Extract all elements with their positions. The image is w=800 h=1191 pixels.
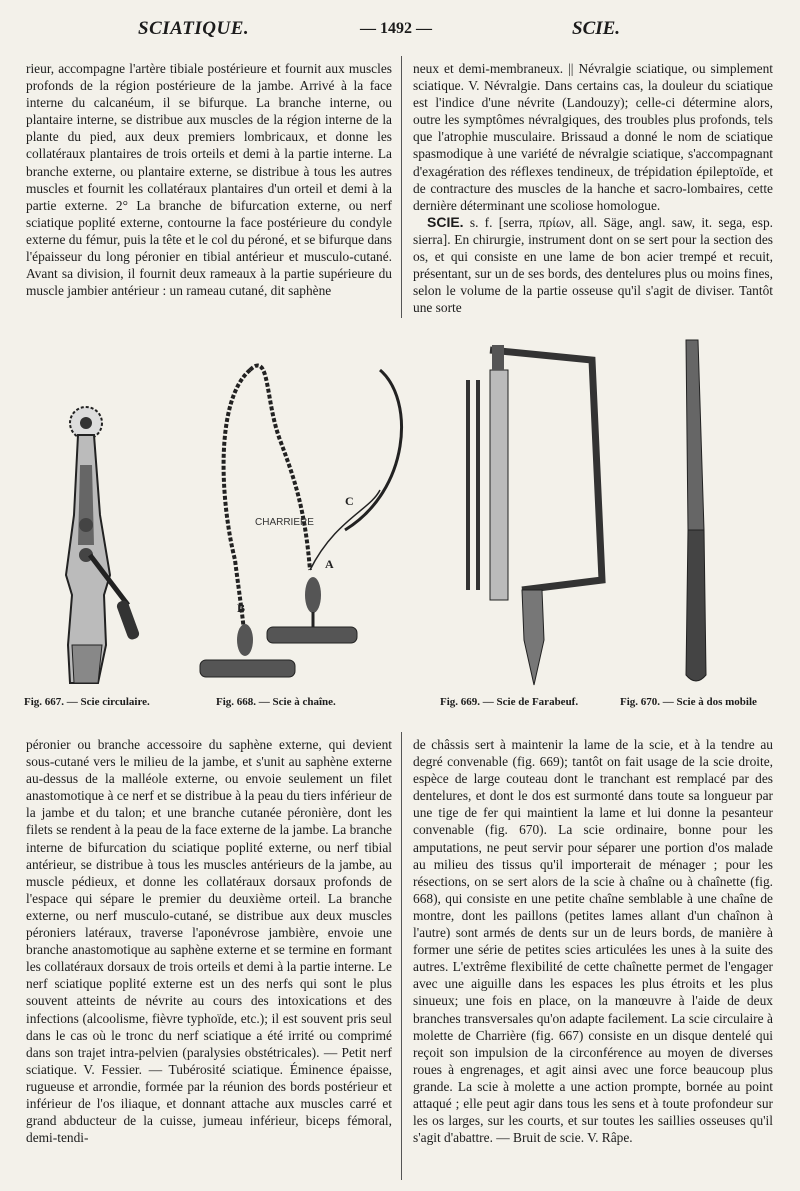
caption-fig668: Fig. 668. — Scie à chaîne. [216, 696, 336, 708]
caption-fig667: Fig. 667. — Scie circulaire. [24, 696, 150, 708]
column-2-top [413, 60, 773, 318]
column-2-bottom [413, 736, 773, 1176]
header-right-word: SCIE. [572, 18, 621, 39]
engraving-text: CHARRIERE [255, 517, 314, 528]
entry-headword: SCIE. [427, 213, 464, 230]
fig667-illustration [40, 405, 160, 690]
paragraph: neux et demi-membraneux. || Névralgie sciatique, ou simplement sciatique. V. Névralgie. Dans certains cas, la douleur du sciatique est l'indice d'une névrite (Landouzy); celle-ci détermine alors, outre les symptômes névralgiques, des troubles plus profonds, tels que l'atrophie musculaire. Brissaud a donné le nom de sciatique spasmodique à une variété de névralgie sciatique, s'accompagnant d'exagération des réflexes tendineux, de trépidation épileptoïde, et de contracture des muscles de la hanche et sacro-lombaires, cette dernière déterminant une scoliose homologue. [413, 61, 773, 213]
paragraph: de châssis sert à maintenir la lame de la scie, et à la tendre au degré convenable (fig. 669); tantôt on fait usage de la scie droite, espèce de large couteau dont le tranchant est remplacé par des dentelures, et dont le dos est surmonté dans toute sa longueur par une tige de fer qui maintient la lame et lui donne la pesanteur convenable (fig. 670). La scie ordinaire, bonne pour les amputations, ne peut servir pour séparer une portion d'os malade au milieu des tissus qu'il importerait de ménager ; pour les résections, on se sert alors de la scie à chaîne ou à chaînette (fig. 668), qui consiste en une petite chaîne semblable à une chaîne de montre, dont les paillons (petites lames allant d'un chaînon à l'autre) sont armés de dents sur un de leurs bords, de manière à former une série de petites scies articulées les unes à la suite des autres. L'extrême flexibilité de cette chaînette permet de l'engager avec une aiguille dans les espaces les plus étroits et les plus sinueux; une fois en place, on la manœuvre à l'aide de deux branches transversales qu'on adapte facilement. La scie circulaire à molette de Charrière (fig. 667) consiste en un disque dentelé qui reçoit son impulsion de la circonférence au moyen de diverses roues à engrenages, et agit ainsi avec une force beaucoup plus grande. La scie à molette a une action prompte, bornée au point attaqué ; elle peut agir dans tous les sens et à toute profondeur sur les os larges, sur les courts, et sur toutes les saillies osseuses qu'il s'agit d'abattre. — Bruit de scie. V. Râpe. [413, 737, 773, 1146]
entry-text: s. f. [serra, πρίων, all. Säge, angl. saw, it. sega, esp. sierra]. En chirurgie, instrument dont on se sert pour la section des os, et qui consiste en une lame de bon acier trempé et recuit, présentant, sur un de ses bords, des dentelures plus ou moins fines, selon le volume de la partie osseuse qu'il s'agit de diviser. Tantôt une sorte [413, 214, 773, 316]
fig668-illustration [195, 340, 415, 690]
caption-fig669: Fig. 669. — Scie de Farabeuf. [440, 696, 579, 708]
column-1-top [26, 60, 392, 318]
caption-fig670: Fig. 670. — Scie à dos mobile [620, 696, 757, 708]
column-divider-bottom [401, 732, 402, 1180]
figures-block [0, 330, 800, 720]
paragraph: péronier ou branche accessoire du saphène externe, qui devient sous-cutané vers le milieu de la jambe, et s'unit au saphène externe au-dessus de la malléole externe, ou envoie seulement un filet anastomotique à ce nerf et se distribue à la peau du tiers inférieur de la jambe et du talon; et une branche cutanée péronière, dont les filets se rendent à la peau de la face externe de la jambe. La branche interne de bifurcation du sciatique poplité externe, ou nerf tibial antérieur, se distribue à tous les muscles antérieurs de la jambe, au muscle pédieux, et donne les collatéraux dorsaux profonds de l'espace qui sépare le premier du deuxième orteil. La branche externe, ou nerf musculo-cutané, se distribue aux deux muscles péroniers latéraux, traverse l'aponévrose jambière, envoie une branche anastomotique au saphène externe et se termine en formant les collatéraux dorsaux de trois orteils et demi à la partie interne. Le nerf sciatique poplité externe est un des nerfs qui sont le plus souvent atteints de névrite au cours des intoxications et des infections (alcoolisme, fièvre typhoïde, etc.); il est souvent pris seul dans le cas où le tronc du nerf sciatique a été irrité ou comprimé dans son trajet intra-pelvien (paralysies obstétricales). — Petit nerf sciatique. V. Fessier. — Tubérosité sciatique. Éminence épaisse, rugueuse et arrondie, formée par la réunion des bords postérieur et inférieur de l'os iliaque, et donnant attache aux muscles carré et grand abducteur de la cuisse, jumeau inférieur, biceps fémoral, demi-tendi- [26, 737, 392, 1146]
fig669-illustration [462, 340, 612, 690]
label-c: C [345, 494, 354, 508]
page-number: — 1492 — [360, 20, 432, 37]
label-b: B [237, 601, 246, 615]
label-a: A [325, 557, 334, 571]
column-1-bottom [26, 736, 392, 1176]
running-header [0, 18, 800, 44]
fig670-illustration [680, 335, 730, 690]
column-divider-top [401, 56, 402, 318]
header-left-word: SCIATIQUE. [138, 18, 250, 39]
entry-scie [413, 214, 773, 317]
paragraph: rieur, accompagne l'artère tibiale postérieure et fournit aux muscles profonds de la région postérieure de la jambe. Arrivé à la face interne du calcanéum, il se bifurque. La branche interne, ou plantaire interne, se distribue aux muscles de la région interne de la plante du pied, aux deux premiers lombricaux, et donne les collatéraux plantaires de trois orteils et demi à la partie interne. La branche externe, ou plantaire externe, se distribue à tous les autres muscles et fournit les collatéraux plantaires d'un orteil et demi à la partie externe. 2° La branche de bifurcation externe, ou nerf sciatique poplité externe, contourne la face postérieure du condyle externe du fémur, puis la tête et le col du péroné, et se bifurque dans l'épaisseur du long péronier en tibial antérieur et musculo-cutané. Avant sa division, il fournit deux rameaux à la partie supérieure du muscle jambier antérieur : un rameau cutané, dit saphène [26, 61, 392, 299]
